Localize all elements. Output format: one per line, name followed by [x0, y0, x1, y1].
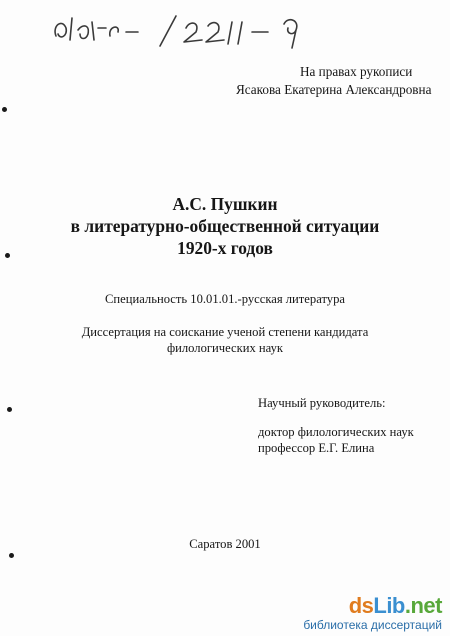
- margin-dot-mark: [5, 253, 10, 258]
- handwritten-archive-number: [48, 6, 348, 54]
- place-year: Саратов 2001: [189, 537, 261, 551]
- rights-notice: На правах рукописи: [300, 64, 413, 79]
- advisor-degree: доктор филологических наук: [258, 425, 414, 439]
- watermark-subtitle: библиотека диссертаций: [303, 618, 442, 632]
- dissertation-line-2: филологических наук: [166, 341, 284, 355]
- title-line-1: А.С. Пушкин: [172, 194, 278, 214]
- title-line-2: в литературно-общественной ситуации: [70, 216, 380, 236]
- title-line-3: 1920-х годов: [177, 238, 273, 258]
- logo-lib: Lib: [373, 593, 405, 618]
- margin-dot-mark: [7, 407, 12, 412]
- dslib-logo: [303, 594, 442, 618]
- dissertation-line-1: Диссертация на соискание ученой степени кандидата: [81, 325, 369, 339]
- advisor-name: профессор Е.Г. Елина: [258, 441, 375, 455]
- logo-net: .net: [404, 593, 442, 618]
- margin-dot-mark: [2, 107, 7, 112]
- author-name: Ясакова Екатерина Александровна: [236, 82, 432, 97]
- specialty-text: Специальность 10.01.01.-русская литература: [105, 292, 345, 306]
- logo-ds: ds: [348, 593, 374, 618]
- margin-dot-mark: [9, 553, 14, 558]
- dslib-watermark: [303, 594, 442, 632]
- advisor-label: Научный руководитель:: [258, 396, 386, 410]
